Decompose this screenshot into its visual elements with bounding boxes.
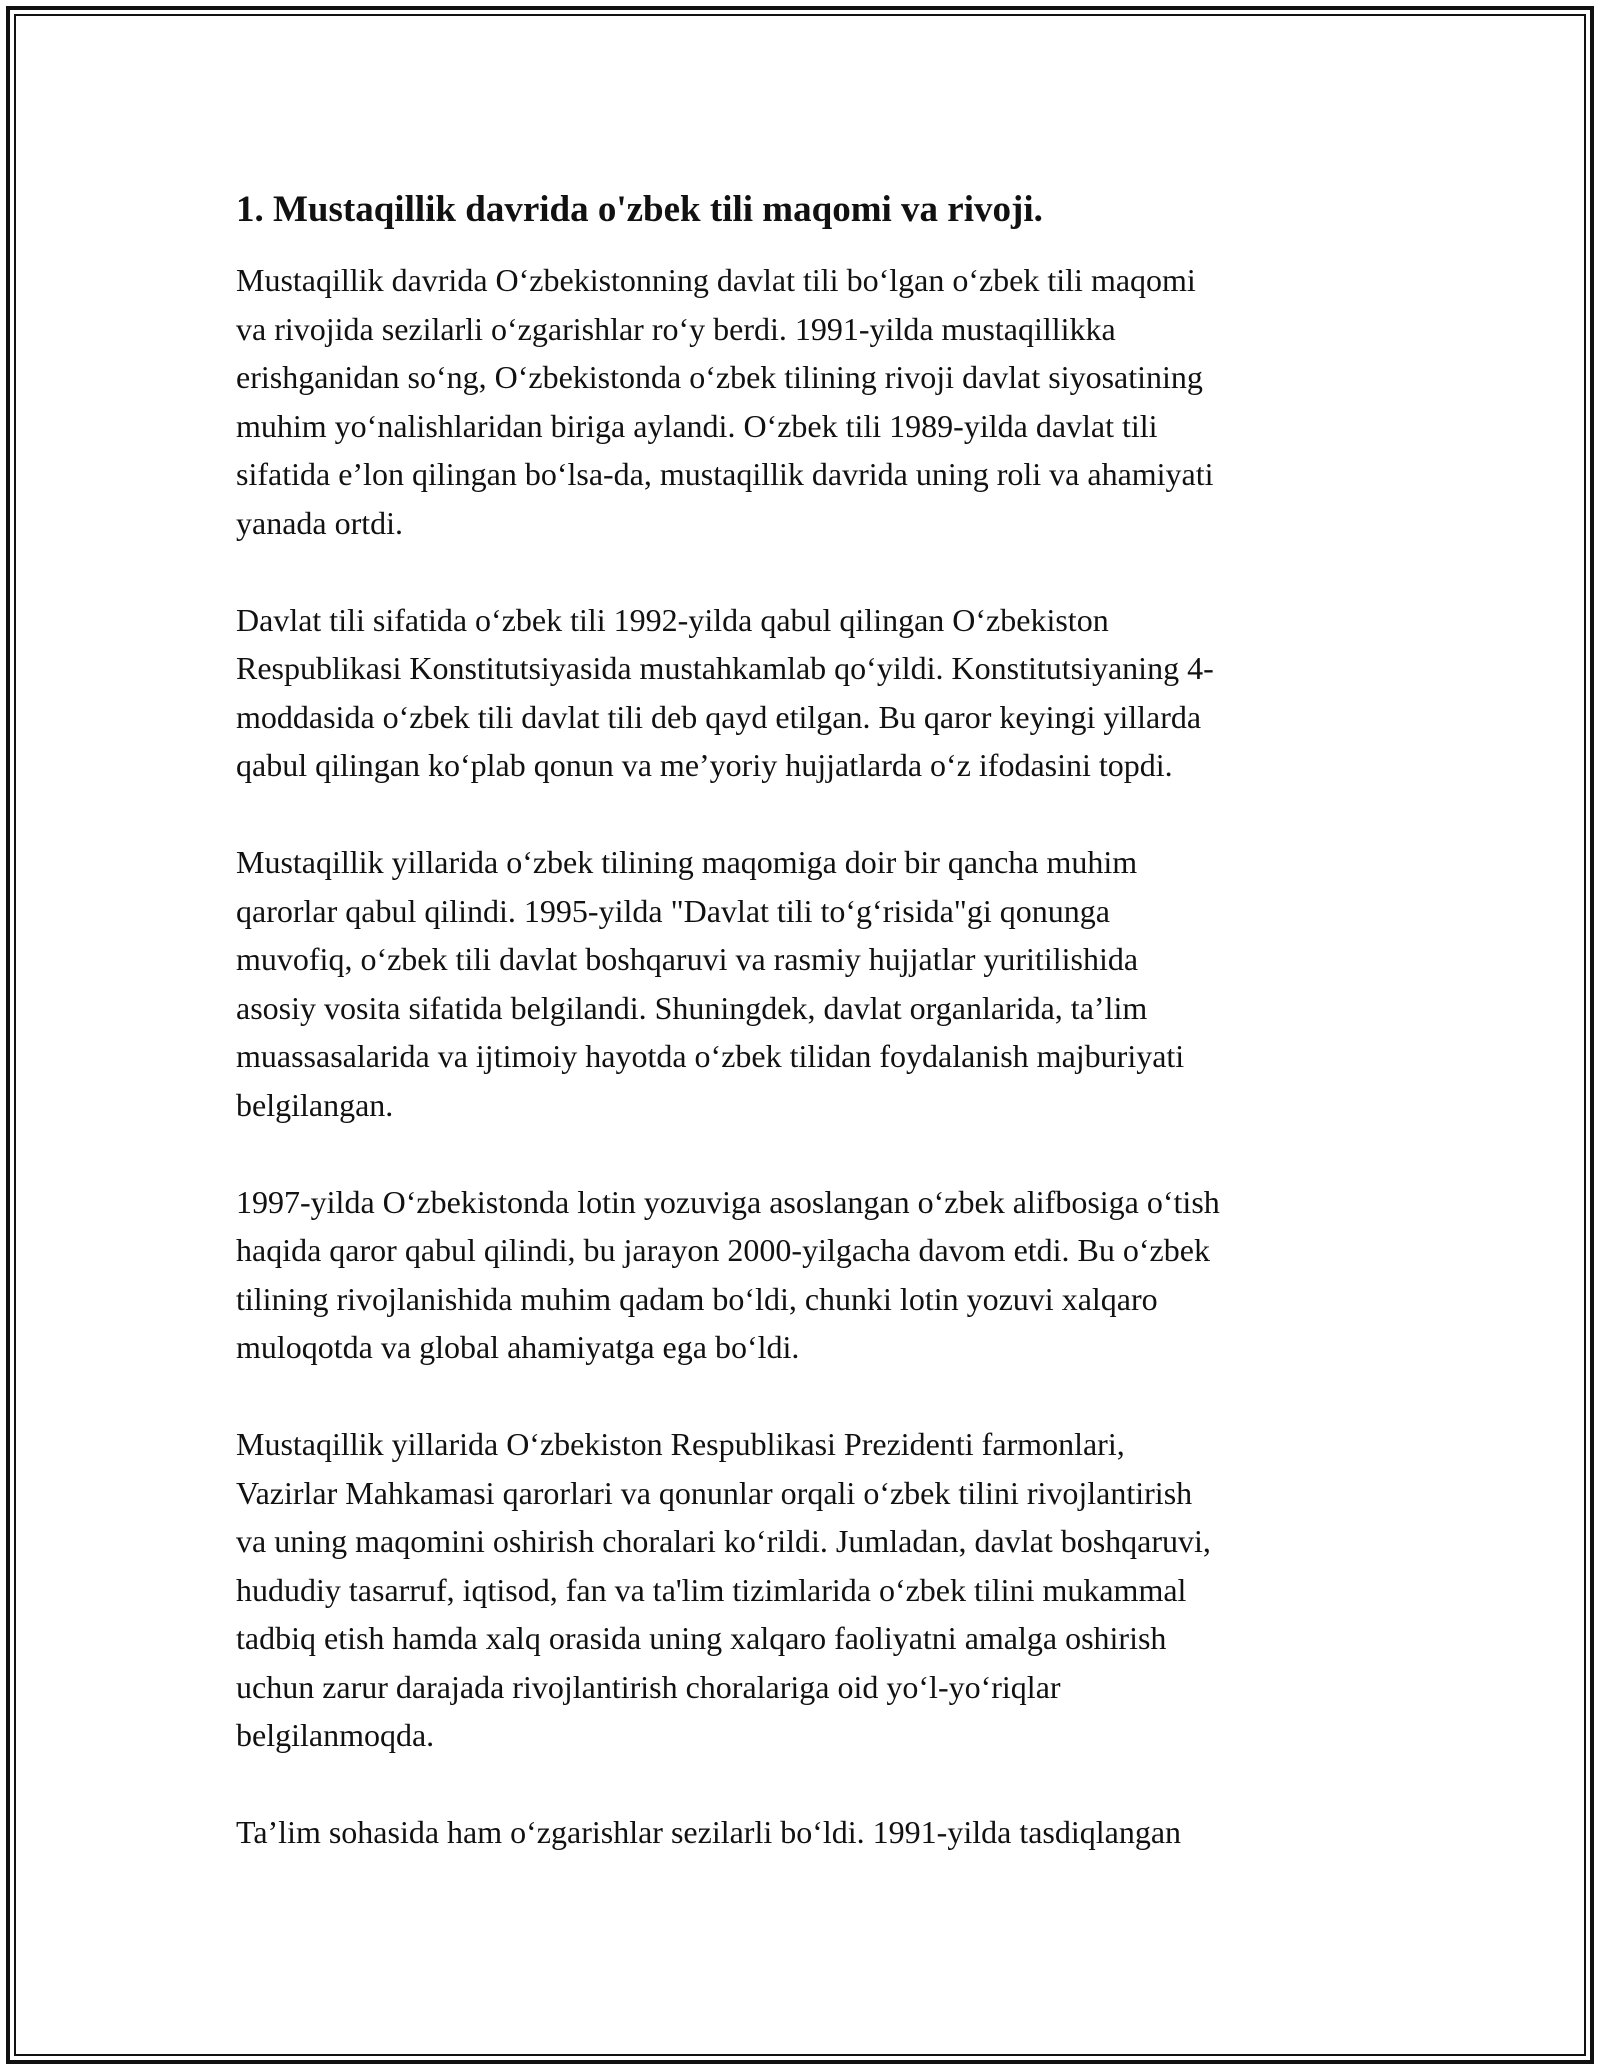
- paragraph: [236, 256, 1366, 547]
- paragraph-line: Mustaqillik yillarida O‘zbekiston Respublikasi Prezidenti farmonlari,: [236, 1426, 1125, 1462]
- paragraph-line: uchun zarur darajada rivojlantirish choralariga oid yo‘l-yo‘riqlar: [236, 1668, 1061, 1705]
- paragraph-line: tadbiq etish hamda xalq orasida uning xalqaro faoliyatni amalga oshirish: [236, 1620, 1167, 1656]
- document-body: [236, 186, 1366, 1905]
- paragraph-line: muassasalarida va ijtimoiy hayotda o‘zbek tilidan foydalanish majburiyati: [236, 1038, 1185, 1074]
- paragraph-line: Vazirlar Mahkamasi qarorlari va qonunlar orqali o‘zbek tilini rivojlantirish: [236, 1474, 1193, 1511]
- paragraph-line: Ta’lim sohasida ham o‘zgarishlar sezilarli bo‘ldi. 1991-yilda tasdiqlangan: [236, 1814, 1182, 1850]
- paragraph-line: 1997-yilda O‘zbekistonda lotin yozuviga asoslangan o‘zbek alifbosiga o‘tish: [236, 1183, 1220, 1220]
- paragraph-line: qabul qilingan ko‘plab qonun va me’yoriy hujjatlarda o‘z ifodasini topdi.: [236, 747, 1173, 783]
- paragraph-line: moddasida o‘zbek tili davlat tili deb qayd etilgan. Bu qaror keyingi yillarda: [236, 698, 1202, 735]
- paragraph-line: Mustaqillik davrida O‘zbekistonning davlat tili bo‘lgan o‘zbek tili maqomi: [236, 262, 1196, 298]
- paragraph-line: belgilangan.: [236, 1086, 394, 1123]
- paragraph-line: Davlat tili sifatida o‘zbek tili 1992-yilda qabul qilingan O‘zbekiston: [236, 601, 1109, 638]
- paragraph-line: asosiy vosita sifatida belgilandi. Shuningdek, davlat organlarida, ta’lim: [236, 989, 1148, 1026]
- paragraph-line: hududiy tasarruf, iqtisod, fan va ta'lim tizimlarida o‘zbek tilini mukammal: [236, 1571, 1187, 1608]
- paragraph-line: yanada ortdi.: [236, 504, 404, 541]
- paragraph-line: muvofiq, o‘zbek tili davlat boshqaruvi va rasmiy hujjatlar yuritilishida: [236, 941, 1139, 977]
- paragraph-line: muhim yo‘nalishlaridan biriga aylandi. O‘zbek tili 1989-yilda davlat tili: [236, 407, 1158, 444]
- paragraph-line: sifatida e’lon qilingan bo‘lsa-da, mustaqillik davrida uning roli va ahamiyati: [236, 456, 1214, 492]
- paragraph: [236, 596, 1366, 790]
- paragraph: [236, 1808, 1366, 1857]
- paragraph-line: Mustaqillik yillarida o‘zbek tilining maqomiga doir bir qancha muhim: [236, 844, 1138, 880]
- paragraph: [236, 838, 1366, 1129]
- paragraph: [236, 1420, 1366, 1760]
- paragraph-line: qarorlar qabul qilindi. 1995-yilda "Davlat tili to‘g‘risida"gi qonunga: [236, 892, 1110, 929]
- paragraph-line: erishganidan so‘ng, O‘zbekistonda o‘zbek tilining rivoji davlat siyosatining: [236, 359, 1203, 395]
- paragraph-line: tilining rivojlanishida muhim qadam bo‘ldi, chunki lotin yozuvi xalqaro: [236, 1280, 1158, 1317]
- paragraph-line: haqida qaror qabul qilindi, bu jarayon 2000-yilgacha davom etdi. Bu o‘zbek: [236, 1232, 1210, 1268]
- paragraph-line: va uning maqomini oshirish choralari ko‘rildi. Jumladan, davlat boshqaruvi,: [236, 1523, 1211, 1559]
- paragraph-line: belgilanmoqda.: [236, 1717, 435, 1753]
- paragraphs-container: [236, 256, 1366, 1857]
- paragraph: [236, 1178, 1366, 1372]
- paragraph-line: Respublikasi Konstitutsiyasida mustahkamlab qo‘yildi. Konstitutsiyaning 4-: [236, 650, 1214, 686]
- document-title: 1. Mustaqillik davrida o'zbek tili maqomi va rivoji.: [236, 189, 1043, 230]
- paragraph-line: va rivojida sezilarli o‘zgarishlar ro‘y berdi. 1991-yilda mustaqillikka: [236, 310, 1116, 347]
- paragraph-line: muloqotda va global ahamiyatga ega bo‘ldi.: [236, 1329, 800, 1365]
